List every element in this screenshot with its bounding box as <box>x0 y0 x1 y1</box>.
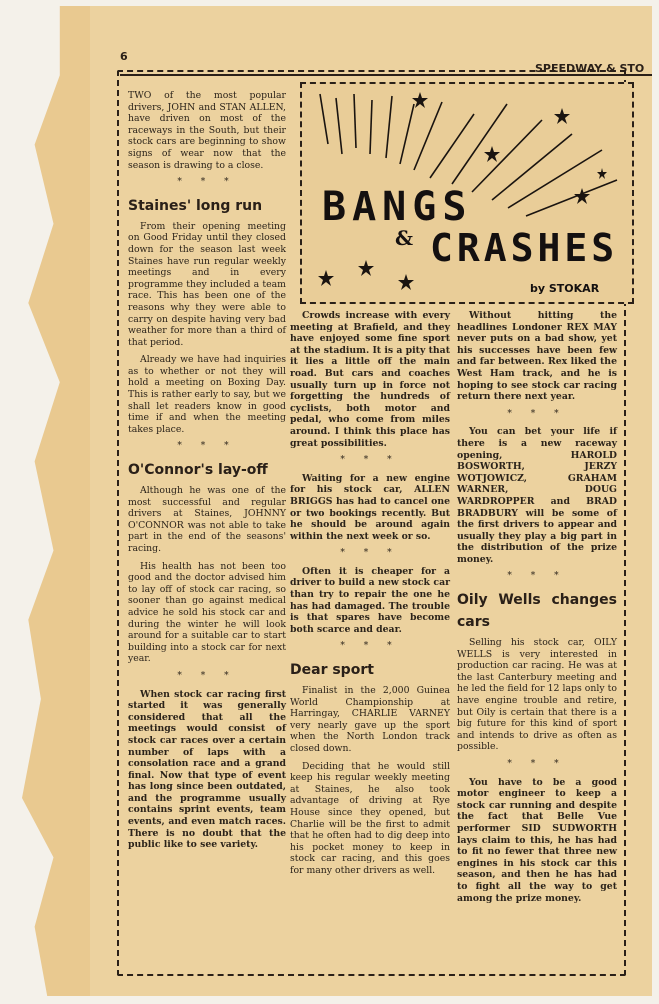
paragraph: You have to be a good motor engineer to keep a stock car running and despite the fact that Belle Vue performer SID SUDWORTH lays claim to this, he has had to fit no fewer that three new engines in his stock car this season, and then he has had to fight all the way to get among the prize money. <box>457 776 617 904</box>
paragraph: Without hitting the headlines Londoner REX MAY never puts on a bad show, yet his successes have been few and far between. Rex liked the West Ham track, and he is hoping to see stock car racing return there next year. <box>457 310 617 403</box>
intro-paragraph: TWO of the most popular drivers, JOHN and STAN ALLEN, have driven on most of the raceways in the South, but their stock cars are beginning to show signs of wear now that the season is drawing to a close. <box>128 90 286 171</box>
star-divider: * * * <box>340 548 400 559</box>
paragraph: Already we have had inquiries as to whether or not they will hold a meeting on Boxing Day. This is rather early to say, but we shall let readers know in good time if and when the meeting takes place. <box>128 354 286 435</box>
paragraph: Often it is cheaper for a driver to build a new stock car than try to repair the one he has had damaged. The trouble is that spares have become both scarce and dear. <box>290 565 450 635</box>
paragraph: From their opening meeting on Good Friday until they closed down for the season last week Staines have run regular weekly meetings and in every programme they included a team race. This has been one of the reasons why they were able to carry on despite having very bad weather for more than a third of that period. <box>128 220 286 348</box>
paragraph: When stock car racing first started it was generally considered that all the meetings would consist of stock car races over a certain number of laps with a consolation race and a grand final. Now that type of event has long since been outdated, and the programme usually contains sprint events, team events, and even match races. There is no doubt that the public like to see variety. <box>128 688 286 851</box>
masthead-title-crashes: CRASHES <box>430 226 619 270</box>
paragraph: His health has not been too good and the doctor advised him to lay off of stock car racing, so sooner than go against medical advice he sold his stock car and during the winter he will look around for a suitable car to start building into a stock car for next year. <box>128 560 286 665</box>
heading-staines-long-run: Staines' long run <box>128 197 263 214</box>
paragraph: Finalist in the 2,000 Guinea World Championship at Harringay, CHARLIE VARNEY very nearly gave up the sport when the North London track closed down. <box>290 685 450 754</box>
masthead-title-bangs: BANGS <box>322 184 473 230</box>
paragraph: Selling his stock car, OILY WELLS is very interested in production car racing. He was at the last Canterbury meeting and he led the field for 12 laps only to have engine trouble and retire, but Oily is certain that there is a big future for this kind of sport and intends to drive as often as possible. <box>457 637 617 753</box>
paragraph: Crowds increase with every meeting at Brafield, and they have enjoyed some fine sport at the stadium. It is a pity that it lies a little off the main road. But cars and coaches usually turn up in force not forgetting the hundreds of cyclists, both motor and pedal, who come from miles around. I think this place has great possibilities. <box>290 310 450 449</box>
star-divider: * * * <box>177 670 237 681</box>
heading-dear-sport: Dear sport <box>290 662 374 679</box>
paragraph: Deciding that he would still keep his regular weekly meeting at Staines, he also took advantage of driving at Rye House since they opened, but Charlie will be the first to admit that he often had to dig deep into his pocket money to keep in stock car racing, and this goes for many other drivers as well. <box>290 760 450 876</box>
masthead-ampersand: & <box>395 226 414 250</box>
heading-oily-wells-changes-cars: Oily Wells changes cars <box>457 592 617 631</box>
star-divider: * * * <box>507 408 567 419</box>
running-head: SPEEDWAY & STO <box>535 62 645 75</box>
star-divider: * * * <box>340 641 400 652</box>
paragraph: Although he was one of the most successful and regular drivers at Staines, JOHNNY O'CONNOR was not able to take part in the end of the seasons' racing. <box>128 485 286 554</box>
star-divider: * * * <box>340 455 400 466</box>
page-number: 6 <box>120 50 128 63</box>
star-divider: * * * <box>177 441 237 452</box>
column-1 <box>128 90 286 857</box>
star-divider: * * * <box>507 571 567 582</box>
column-3 <box>457 310 617 910</box>
heading-oconnors-lay-off: O'Connor's lay-off <box>128 462 268 479</box>
column-2 <box>290 310 450 883</box>
paragraph: You can bet your life if there is a new raceway opening, HAROLD BOSWORTH, JERZY WOTJOWICZ, GRAHAM WARNER, DOUG WARDROPPER and BRAD BRADBURY will be some of the first drivers to appear and usually they play a big part in the distribution of the prize money. <box>457 426 617 565</box>
byline: by STOKAR <box>530 282 600 295</box>
star-divider: * * * <box>177 177 237 188</box>
star-divider: * * * <box>507 759 567 769</box>
paragraph: Waiting for a new engine for his stock car, ALLEN BRIGGS has had to cancel one or two bookings recently. But he should be around again within the next week or so. <box>290 472 450 542</box>
masthead-box <box>300 82 634 304</box>
